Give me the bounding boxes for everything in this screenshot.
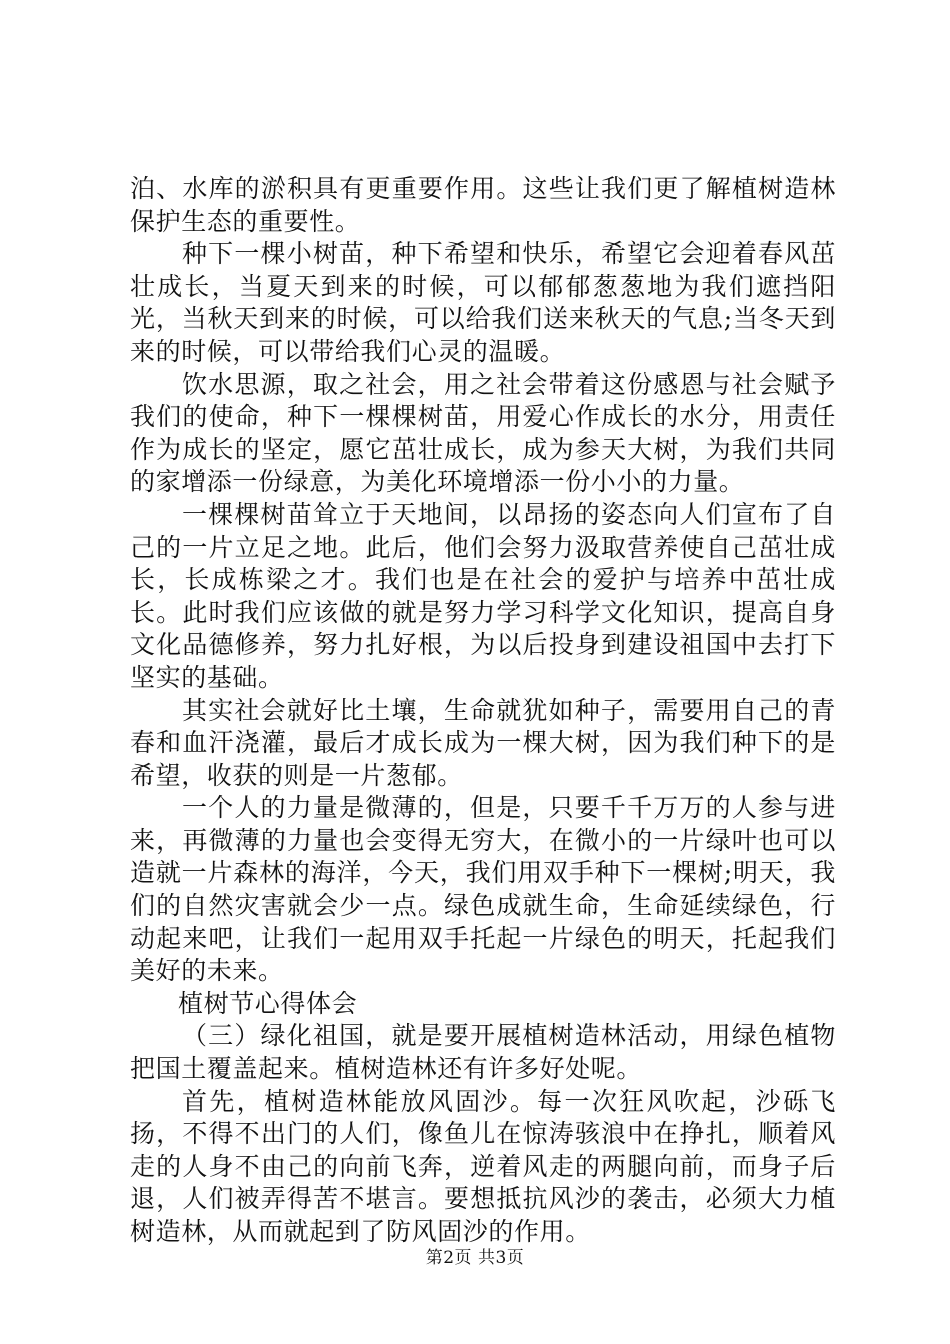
- paragraph-5: 其实社会就好比土壤，生命就犹如种子，需要用自己的青春和血汗浇灌，最后才成长成为一棵大树，因为我们种下的是希望，收获的则是一片葱郁。: [130, 695, 836, 790]
- section-heading: 植树节心得体会: [178, 988, 358, 1018]
- section-paragraph-2: 首先，植树造林能放风固沙。每一次狂风吹起，沙砾飞扬，不得不出门的人们，像鱼儿在惊涛骇浪中在挣扎，顺着风走的人身不由己的向前飞奔，逆着风走的两腿向前，而身子后退，人们被弄得苦不堪言。要想抵抗风沙的袭击，必须大力植树造林，从而就起到了防风固沙的作用。: [130, 1086, 836, 1246]
- document-body: [130, 173, 836, 1249]
- page-footer: 第2页 共3页: [425, 1248, 525, 1268]
- paragraph-2: 种下一棵小树苗，种下希望和快乐，希望它会迎着春风茁壮成长，当夏天到来的时候，可以郁郁葱葱地为我们遮挡阳光，当秋天到来的时候，可以给我们送来秋天的气息;当冬天到来的时候，可以带给我们心灵的温暖。: [130, 239, 836, 366]
- paragraph-3: 饮水思源，取之社会，用之社会带着这份感恩与社会赋予我们的使命，种下一棵棵树苗，用爱心作成长的水分，用责任作为成长的坚定，愿它茁壮成长，成为参天大树，为我们共同的家增添一份绿意，为美化环境增添一份小小的力量。: [130, 369, 836, 497]
- paragraph-4: 一棵棵树苗耸立于天地间，以昂扬的姿态向人们宣布了自己的一片立足之地。此后，他们会努力汲取营养使自己茁壮成长，长成栋梁之才。我们也是在社会的爱护与培养中茁壮成长。此时我们应该做的就是努力学习科学文化知识，提高自身文化品德修养，努力扎好根，为以后投身到建设祖国中去打下坚实的基础。: [130, 499, 836, 692]
- section-paragraph-1: （三）绿化祖国，就是要开展植树造林活动，用绿色植物把国土覆盖起来。植树造林还有许多好处呢。: [130, 1021, 836, 1084]
- paragraph-6: 一个人的力量是微薄的，但是，只要千千万万的人参与进来，再微薄的力量也会变得无穷大，在微小的一片绿叶也可以造就一片森林的海洋，今天，我们用双手种下一棵树;明天，我们的自然灾害就会少一点。绿色成就生命，生命延续绿色，行动起来吧，让我们一起用双手托起一片绿色的明天，托起我们美好的未来。: [130, 793, 836, 986]
- paragraph-1: 泊、水库的淤积具有更重要作用。这些让我们更了解植树造林保护生态的重要性。: [130, 174, 836, 236]
